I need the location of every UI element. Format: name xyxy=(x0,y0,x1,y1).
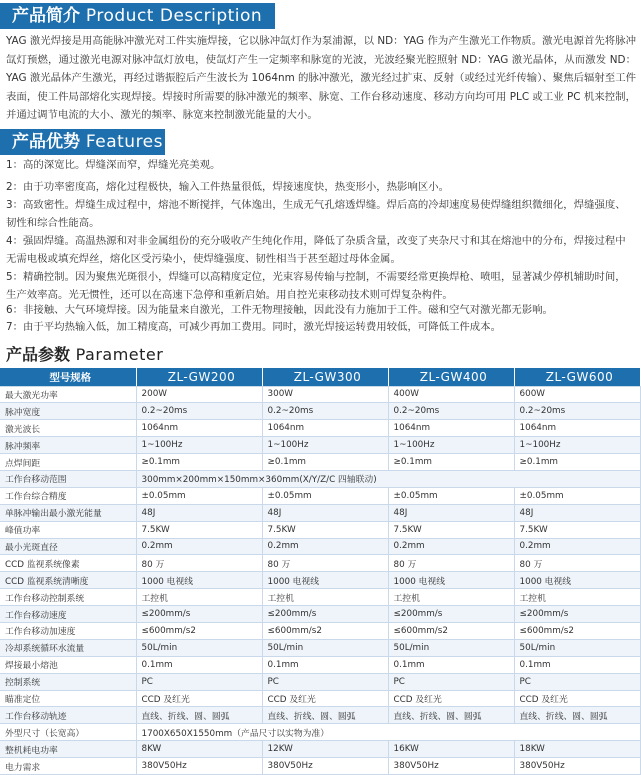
param-label: 冷却系统循环水流量 xyxy=(0,639,136,656)
table-row xyxy=(0,673,640,690)
section-title-cn: 产品优势 xyxy=(12,132,80,152)
table-row xyxy=(0,521,640,538)
param-value: PC xyxy=(514,673,640,690)
param-value: 0.2mm xyxy=(514,538,640,555)
param-value: ≤200mm/s xyxy=(262,606,388,623)
model-header: ZL-GW200 xyxy=(136,368,262,386)
param-value: 1~100Hz xyxy=(514,437,640,454)
param-value: 80 万 xyxy=(262,555,388,572)
table-row xyxy=(0,504,640,521)
param-value: CCD 及红光 xyxy=(514,690,640,707)
param-value: 0.1mm xyxy=(514,656,640,673)
table-row xyxy=(0,420,640,437)
param-value: 0.2mm xyxy=(388,538,514,555)
param-label: 工作台移动速度 xyxy=(0,606,136,623)
param-value: CCD 及红光 xyxy=(136,690,262,707)
param-label: CCD 监视系统清晰度 xyxy=(0,572,136,589)
param-value: 1064nm xyxy=(388,420,514,437)
param-value: CCD 及红光 xyxy=(388,690,514,707)
param-value: 48J xyxy=(262,504,388,521)
table-row xyxy=(0,470,640,487)
model-header: ZL-GW600 xyxy=(514,368,640,386)
param-label: 激光波长 xyxy=(0,420,136,437)
param-value: 1064nm xyxy=(262,420,388,437)
param-label: 整机耗电功率 xyxy=(0,741,136,758)
param-value: 1~100Hz xyxy=(262,437,388,454)
param-value: 16KW xyxy=(388,741,514,758)
param-value: 7.5KW xyxy=(514,521,640,538)
table-row xyxy=(0,538,640,555)
param-label: 控制系统 xyxy=(0,673,136,690)
param-value: ≤200mm/s xyxy=(388,606,514,623)
feature-item: 6：非接触、大气环境焊接。因为能量来自激光，工件无物理接触，因此没有力施加于工件。磁和空气对激光都无影响。 xyxy=(6,304,553,316)
param-value-spanning: 1700X650X1550mm（产品尺寸以实物为准） xyxy=(136,724,640,741)
param-label: 单脉冲输出最小激光能量 xyxy=(0,504,136,521)
param-value: 0.2mm xyxy=(262,538,388,555)
param-value: ≤200mm/s xyxy=(514,606,640,623)
param-label: 工作台移动范围 xyxy=(0,470,136,487)
section-title-parameter xyxy=(6,342,163,365)
param-value: 0.1mm xyxy=(262,656,388,673)
param-value: 工控机 xyxy=(514,589,640,606)
param-value: 1000 电视线 xyxy=(388,572,514,589)
param-label: 工作台移动轨迹 xyxy=(0,707,136,724)
table-row xyxy=(0,572,640,589)
param-value: ≤600mm/s2 xyxy=(388,622,514,639)
param-value: 0.2~20ms xyxy=(262,403,388,420)
table-row xyxy=(0,707,640,724)
param-value: 0.2~20ms xyxy=(136,403,262,420)
param-label: 脉冲频率 xyxy=(0,437,136,454)
param-value: 1000 电视线 xyxy=(514,572,640,589)
table-row xyxy=(0,487,640,504)
param-label: 最小光斑直径 xyxy=(0,538,136,555)
param-value: 380V50Hz xyxy=(136,758,262,775)
section-banner-features xyxy=(0,129,165,155)
param-value: 50L/min xyxy=(136,639,262,656)
param-value: 48J xyxy=(514,504,640,521)
param-label: 外型尺寸（长宽高） xyxy=(0,724,136,741)
param-value: 1~100Hz xyxy=(388,437,514,454)
table-row xyxy=(0,606,640,623)
table-row xyxy=(0,403,640,420)
param-label: 瞄准定位 xyxy=(0,690,136,707)
table-row xyxy=(0,386,640,403)
param-value: ±0.05mm xyxy=(262,487,388,504)
table-row xyxy=(0,622,640,639)
param-value: 1064nm xyxy=(514,420,640,437)
param-label: 脉冲宽度 xyxy=(0,403,136,420)
param-value: 18KW xyxy=(514,741,640,758)
param-value: PC xyxy=(388,673,514,690)
param-value: 直线、折线、圆、圆弧 xyxy=(136,707,262,724)
table-row xyxy=(0,437,640,454)
section-banner-description xyxy=(0,3,275,29)
param-value: ≤200mm/s xyxy=(136,606,262,623)
param-value: ±0.05mm xyxy=(136,487,262,504)
param-value: 48J xyxy=(388,504,514,521)
param-value: ≥0.1mm xyxy=(388,454,514,471)
model-header: ZL-GW300 xyxy=(262,368,388,386)
feature-item: 1：高的深宽比。焊缝深而窄，焊缝光亮美观。 xyxy=(6,159,221,171)
param-value: 80 万 xyxy=(388,555,514,572)
param-value: 1064nm xyxy=(136,420,262,437)
param-value: 48J xyxy=(136,504,262,521)
param-value: 1~100Hz xyxy=(136,437,262,454)
param-value: 300W xyxy=(262,386,388,403)
table-header-row xyxy=(0,368,640,386)
param-value-spanning: 300mm×200mm×150mm×360mm(X/Y/Z/C 四轴联动) xyxy=(136,470,640,487)
param-value: 1000 电视线 xyxy=(262,572,388,589)
section-title-cn: 产品参数 xyxy=(6,345,71,364)
param-value: 400W xyxy=(388,386,514,403)
param-label: 工作台移动控制系统 xyxy=(0,589,136,606)
model-header: ZL-GW400 xyxy=(388,368,514,386)
param-value: 工控机 xyxy=(136,589,262,606)
param-value: ≤600mm/s2 xyxy=(136,622,262,639)
param-value: PC xyxy=(262,673,388,690)
feature-item: 2：由于功率密度高，熔化过程极快，输入工件热量很低，焊接速度快，热变形小，热影响区小。 xyxy=(6,181,450,193)
param-value: 直线、折线、圆、圆弧 xyxy=(514,707,640,724)
param-label: 焊接最小熔池 xyxy=(0,656,136,673)
param-value: 7.5KW xyxy=(136,521,262,538)
param-value: 80 万 xyxy=(136,555,262,572)
feature-item: 4：强固焊缝。高温热源和对非金属组份的充分吸收产生纯化作用，降低了杂质含量，改变了夹杂尺寸和其在熔池中的分布，焊接过程中无需电极或填充焊丝，熔化区受污染小，使焊缝强度、韧性相当于甚至超过母体金属。 xyxy=(6,235,626,265)
table-row xyxy=(0,758,640,775)
param-value: 380V50Hz xyxy=(388,758,514,775)
table-row xyxy=(0,690,640,707)
param-value: 7.5KW xyxy=(262,521,388,538)
section-title-cn: 产品简介 xyxy=(12,6,80,26)
description-paragraph: YAG 激光焊接是用高能脉冲激光对工件实施焊接，它以脉冲氙灯作为泵浦源，以 ND：YAG 作为产生激光工作物质。激光电源首先将脉冲氙灯预燃，通过激光电源对脉冲氙灯放电，使氙灯产生一定频率和脉宽的光波，光波经聚光腔照射 ND：YAG 激光晶体，从而激发 ND：YAG 激光晶体产生激光，再经过谐振腔后产生波长为 1064nm 的脉冲激光，激光经过扩束、反射（或经过光纤传输）、聚焦后辐射至工件表面，使工件局部熔化实现焊接。焊接时所需要的脉冲激光的频率、脉宽、工作台移动速度、移动方向均可用 PLC 或工业 PC 机来控制，并通过调节电流的大小、激光的频率、脉宽来控制激光能量的大小。 xyxy=(6,35,636,122)
parameter-table xyxy=(0,368,641,775)
param-value: ≥0.1mm xyxy=(514,454,640,471)
param-value: 600W xyxy=(514,386,640,403)
param-value: 380V50Hz xyxy=(514,758,640,775)
param-value: 0.2~20ms xyxy=(514,403,640,420)
table-header-label: 型号规格 xyxy=(0,368,136,386)
param-value: ≥0.1mm xyxy=(262,454,388,471)
feature-item: 7：由于平均热输入低，加工精度高，可减少再加工费用。同时，激光焊接运转费用较低，可降低工件成本。 xyxy=(6,321,501,333)
param-value: 0.1mm xyxy=(388,656,514,673)
param-value: 12KW xyxy=(262,741,388,758)
param-value: 50L/min xyxy=(514,639,640,656)
param-value: ≤600mm/s2 xyxy=(262,622,388,639)
table-row xyxy=(0,724,640,741)
param-value: CCD 及红光 xyxy=(262,690,388,707)
param-value: 380V50Hz xyxy=(262,758,388,775)
param-value: 50L/min xyxy=(388,639,514,656)
param-value: 0.1mm xyxy=(136,656,262,673)
table-row xyxy=(0,656,640,673)
param-label: 最大激光功率 xyxy=(0,386,136,403)
table-row xyxy=(0,454,640,471)
table-row xyxy=(0,741,640,758)
param-label: 工作台移动加速度 xyxy=(0,622,136,639)
section-title-en: Parameter xyxy=(70,345,164,364)
param-label: CCD 监视系统像素 xyxy=(0,555,136,572)
table-row xyxy=(0,555,640,572)
param-value: 80 万 xyxy=(514,555,640,572)
table-body xyxy=(0,386,640,774)
param-value: 0.2~20ms xyxy=(388,403,514,420)
table-row xyxy=(0,589,640,606)
param-value: 1000 电视线 xyxy=(136,572,262,589)
feature-item: 5：精确控制。因为聚焦光斑很小，焊缝可以高精度定位，光束容易传输与控制，不需要经常更换焊枪、喷咀，显著减少停机辅助时间，生产效率高。光无惯性，还可以在高速下急停和重新启始。用自控光束移动技术则可焊复杂构件。 xyxy=(6,271,626,301)
param-value: 直线、折线、圆、圆弧 xyxy=(262,707,388,724)
param-value: 工控机 xyxy=(262,589,388,606)
param-value: 工控机 xyxy=(388,589,514,606)
feature-item: 3：高致密性。焊缝生成过程中，熔池不断搅拌，气体逸出，生成无气孔熔透焊缝。焊后高的冷却速度易使焊缝组织微细化，焊缝强度、韧性和综合性能高。 xyxy=(6,199,626,229)
param-value: 7.5KW xyxy=(388,521,514,538)
section-title-en: Features xyxy=(80,132,164,152)
param-label: 工作台综合精度 xyxy=(0,487,136,504)
param-value: ≤600mm/s2 xyxy=(514,622,640,639)
table-row xyxy=(0,639,640,656)
section-title-en: Product Description xyxy=(80,6,263,26)
param-label: 峰值功率 xyxy=(0,521,136,538)
param-value: 50L/min xyxy=(262,639,388,656)
param-value: PC xyxy=(136,673,262,690)
param-label: 点焊间距 xyxy=(0,454,136,471)
param-value: 直线、折线、圆、圆弧 xyxy=(388,707,514,724)
param-label: 电力需求 xyxy=(0,758,136,775)
param-value: 0.2mm xyxy=(136,538,262,555)
param-value: ±0.05mm xyxy=(514,487,640,504)
param-value: ≥0.1mm xyxy=(136,454,262,471)
param-value: 8KW xyxy=(136,741,262,758)
param-value: ±0.05mm xyxy=(388,487,514,504)
param-value: 200W xyxy=(136,386,262,403)
